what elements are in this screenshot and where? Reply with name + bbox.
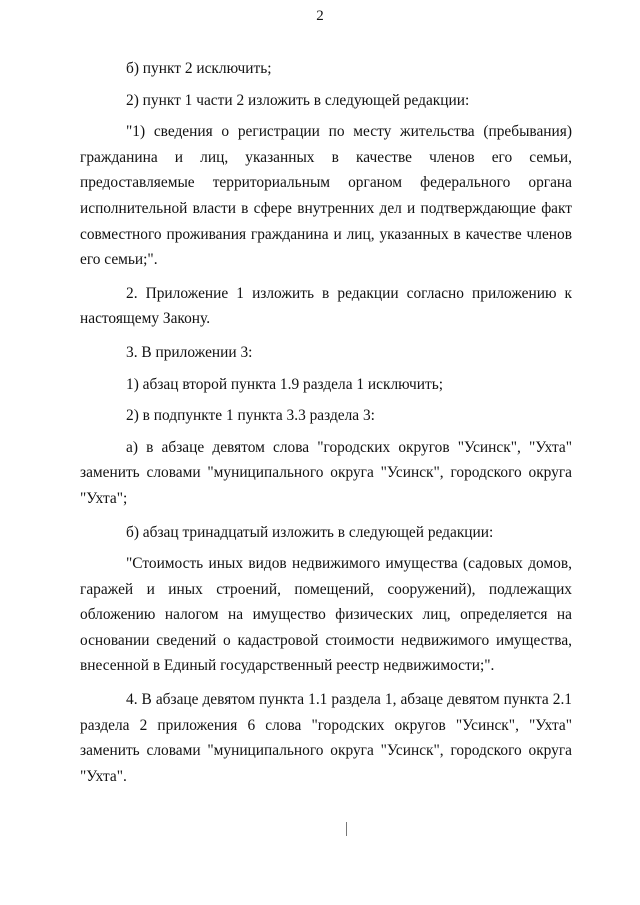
paragraph-subitem-2: 2) пункт 1 части 2 изложить в следующей редакции: <box>126 91 470 109</box>
paragraph-subitem-3-2: 2) в подпункте 1 пункта 3.3 раздела 3: <box>126 407 375 425</box>
paragraph-quoted-item-1: "1) сведения о регистрации по месту жительства (пребывания) гражданина и лиц, указанных в качестве членов его семьи, предоставляемые территориальным органом федерального органа исполнительной власти в сфере внутренних дел и подтверждающие факт совместного проживания гражданина и лиц, указанных в качестве членов его семьи;". <box>80 123 572 269</box>
paragraph-item-3: 3. В приложении 3: <box>126 343 253 361</box>
paragraph-subitem-3-1: 1) абзац второй пункта 1.9 раздела 1 исключить; <box>126 375 444 393</box>
paragraph-item-2: 2. Приложение 1 изложить в редакции согласно приложению к настоящему Закону. <box>80 284 572 328</box>
paragraph-quoted-value: "Стоимость иных видов недвижимого имущества (садовых домов, гаражей и иных строений, помещений, сооружений), подлежащих обложению налогом на имущество физических лиц, определяется на основании сведений о кадастровой стоимости недвижимого имущества, внесенной в Единый государственный реестр недвижимости;". <box>80 555 572 675</box>
document-body <box>80 56 572 797</box>
paragraph-subitem-b: б) пункт 2 исключить; <box>126 60 272 77</box>
paragraph-subitem-a: а) в абзаце девятом слова "городских округов "Усинск", "Ухта" заменить словами "муниципального округа "Усинск", городского округа "Ухта"; <box>80 438 572 507</box>
paragraph-item-4: 4. В абзаце девятом пункта 1.1 раздела 1, абзаце девятом пункта 2.1 раздела 2 приложения 6 слова "городских округов "Усинск", "Ухта" заменить словами "муниципального округа "Усинск", городского округа "Ухта". <box>80 691 572 785</box>
scan-mark <box>346 822 347 836</box>
paragraph-subitem-b-2: б) абзац тринадцатый изложить в следующей редакции: <box>126 523 494 541</box>
page-number: 2 <box>316 8 324 24</box>
